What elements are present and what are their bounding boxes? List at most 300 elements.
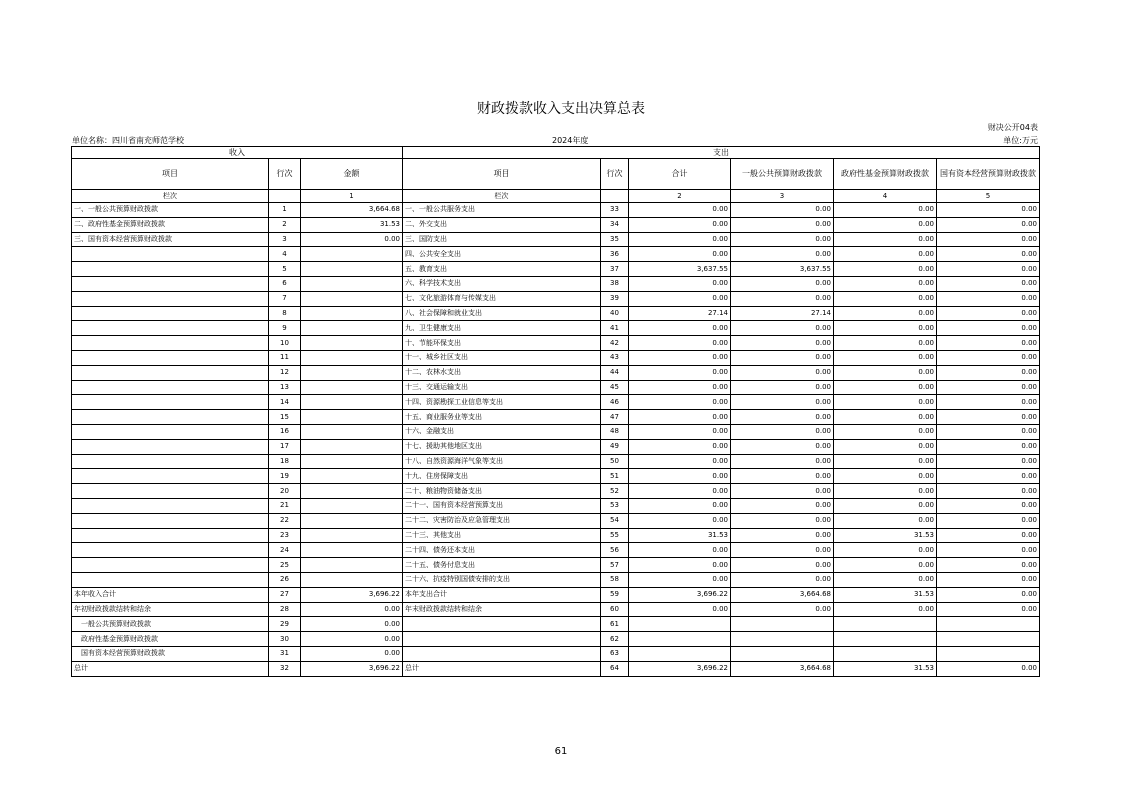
income-amount: 0.00 [301,646,403,661]
income-item [72,291,269,306]
col-index-1: 1 [301,190,403,203]
total-amount: 0.00 [629,365,731,380]
table-row [72,543,1040,558]
total-amount: 0.00 [629,336,731,351]
gov-fund-amount: 0.00 [834,454,937,469]
state-capital-amount: 0.00 [937,587,1040,602]
table-row [72,528,1040,543]
expense-row-number: 56 [601,543,629,558]
expense-item [403,632,601,647]
total-amount: 0.00 [629,513,731,528]
general-budget-amount: 0.00 [731,350,834,365]
expense-row-number: 49 [601,439,629,454]
table-row [72,572,1040,587]
income-item: 总计 [72,661,269,676]
income-row-number: 14 [269,395,301,410]
gov-fund-header: 政府性基金预算财政拨款 [834,159,937,190]
table-row [72,454,1040,469]
gov-fund-amount: 0.00 [834,558,937,573]
expense-item: 十五、商业服务业等支出 [403,410,601,425]
total-amount: 0.00 [629,247,731,262]
total-amount: 3,696.22 [629,661,731,676]
total-amount: 0.00 [629,543,731,558]
expense-section-header: 支出 [403,147,1040,159]
total-amount: 3,637.55 [629,262,731,277]
expense-item: 本年支出合计 [403,587,601,602]
expense-row-number: 37 [601,262,629,277]
general-budget-amount: 3,664.68 [731,661,834,676]
general-budget-amount: 0.00 [731,439,834,454]
state-capital-amount: 0.00 [937,276,1040,291]
income-row-number: 10 [269,336,301,351]
total-amount [629,632,731,647]
income-row-number: 15 [269,410,301,425]
expense-row-number: 45 [601,380,629,395]
expense-row-number: 54 [601,513,629,528]
income-item [72,395,269,410]
total-amount: 0.00 [629,498,731,513]
state-capital-amount: 0.00 [937,350,1040,365]
income-row-number: 32 [269,661,301,676]
expense-row-number: 38 [601,276,629,291]
expense-item: 十八、自然资源海洋气象等支出 [403,454,601,469]
table-row [72,350,1040,365]
general-budget-amount: 0.00 [731,410,834,425]
col-index-2: 2 [629,190,731,203]
income-row-number: 4 [269,247,301,262]
expense-row-number: 39 [601,291,629,306]
state-capital-amount: 0.00 [937,365,1040,380]
expense-item: 十、节能环保支出 [403,336,601,351]
gov-fund-amount: 0.00 [834,424,937,439]
state-capital-amount: 0.00 [937,232,1040,247]
general-budget-amount: 0.00 [731,291,834,306]
table-row [72,410,1040,425]
expense-item: 十四、资源勘探工业信息等支出 [403,395,601,410]
expense-row-number: 50 [601,454,629,469]
table-row [72,424,1040,439]
expense-item: 二十二、灾害防治及应急管理支出 [403,513,601,528]
income-row-number: 18 [269,454,301,469]
income-row-number: 6 [269,276,301,291]
general-budget-amount: 0.00 [731,232,834,247]
general-budget-amount: 3,664.68 [731,587,834,602]
gov-fund-amount: 0.00 [834,350,937,365]
gov-fund-amount [834,617,937,632]
state-capital-amount: 0.00 [937,291,1040,306]
total-amount: 0.00 [629,276,731,291]
general-budget-amount: 0.00 [731,602,834,617]
income-item [72,484,269,499]
table-row [72,276,1040,291]
income-amount [301,528,403,543]
state-capital-amount: 0.00 [937,513,1040,528]
income-item [72,513,269,528]
income-item: 一般公共预算财政拨款 [72,617,269,632]
income-item [72,247,269,262]
total-amount: 31.53 [629,528,731,543]
table-row [72,439,1040,454]
general-budget-amount: 0.00 [731,454,834,469]
income-amount: 31.53 [301,217,403,232]
income-amount: 0.00 [301,232,403,247]
expense-item: 十二、农林水支出 [403,365,601,380]
total-amount: 0.00 [629,454,731,469]
income-amount [301,395,403,410]
state-capital-amount: 0.00 [937,262,1040,277]
unit-name: 单位名称：四川省南充师范学校 [72,136,184,145]
general-budget-amount: 0.00 [731,424,834,439]
general-budget-amount: 0.00 [731,543,834,558]
income-amount [301,247,403,262]
report-year: 2024年度 [552,136,589,145]
expense-row-number: 62 [601,632,629,647]
general-budget-header: 一般公共预算财政拨款 [731,159,834,190]
state-capital-amount: 0.00 [937,602,1040,617]
expense-item [403,646,601,661]
table-row [72,232,1040,247]
gov-fund-amount: 0.00 [834,543,937,558]
income-item [72,439,269,454]
total-amount: 0.00 [629,232,731,247]
expense-row-number: 59 [601,587,629,602]
expense-item: 二十五、债务付息支出 [403,558,601,573]
column-header-row [72,159,1040,190]
income-row-number: 1 [269,203,301,218]
general-budget-amount [731,646,834,661]
income-amount: 3,696.22 [301,661,403,676]
income-amount [301,572,403,587]
income-item: 三、国有资本经营预算财政拨款 [72,232,269,247]
income-row-number: 28 [269,602,301,617]
general-budget-amount: 0.00 [731,276,834,291]
income-item [72,558,269,573]
income-row-number: 16 [269,424,301,439]
table-row [72,469,1040,484]
income-item [72,424,269,439]
expense-row-number: 43 [601,350,629,365]
expense-item: 二十四、债务还本支出 [403,543,601,558]
general-budget-amount: 0.00 [731,217,834,232]
expense-row-number: 35 [601,232,629,247]
income-row-number: 13 [269,380,301,395]
income-row-number: 2 [269,217,301,232]
gov-fund-amount: 0.00 [834,410,937,425]
expense-row-number: 44 [601,365,629,380]
general-budget-amount: 3,637.55 [731,262,834,277]
state-capital-amount: 0.00 [937,410,1040,425]
general-budget-amount: 0.00 [731,484,834,499]
gov-fund-amount: 0.00 [834,365,937,380]
income-row-number: 24 [269,543,301,558]
expense-item [403,617,601,632]
income-item [72,262,269,277]
income-amount [301,439,403,454]
expense-item: 八、社会保障和就业支出 [403,306,601,321]
income-amount [301,262,403,277]
expense-row-number: 33 [601,203,629,218]
income-row-number: 5 [269,262,301,277]
total-header: 合计 [629,159,731,190]
general-budget-amount: 27.14 [731,306,834,321]
income-amount: 3,696.22 [301,587,403,602]
gov-fund-amount: 0.00 [834,469,937,484]
table-row [72,587,1040,602]
general-budget-amount [731,617,834,632]
total-amount: 0.00 [629,395,731,410]
state-capital-amount: 0.00 [937,439,1040,454]
table-row [72,484,1040,499]
state-capital-amount [937,617,1040,632]
page-number: 61 [554,746,568,757]
gov-fund-amount: 0.00 [834,439,937,454]
income-item [72,365,269,380]
expense-item: 七、文化旅游体育与传媒支出 [403,291,601,306]
expense-row-number: 46 [601,395,629,410]
income-item-header: 项目 [72,159,269,190]
gov-fund-amount: 31.53 [834,587,937,602]
state-capital-amount: 0.00 [937,498,1040,513]
expense-row-number: 63 [601,646,629,661]
gov-fund-amount [834,632,937,647]
state-capital-amount: 0.00 [937,572,1040,587]
income-amount [301,484,403,499]
income-amount [301,498,403,513]
income-row-number: 29 [269,617,301,632]
general-budget-amount: 0.00 [731,203,834,218]
expense-item: 二、外交支出 [403,217,601,232]
total-amount: 0.00 [629,291,731,306]
income-item [72,454,269,469]
expense-item: 十七、援助其他地区支出 [403,439,601,454]
state-capital-amount: 0.00 [937,306,1040,321]
income-item [72,350,269,365]
gov-fund-amount: 0.00 [834,602,937,617]
gov-fund-amount: 0.00 [834,336,937,351]
report-title: 财政拨款收入支出决算总表 [477,101,645,117]
table-row [72,203,1040,218]
gov-fund-amount: 0.00 [834,484,937,499]
total-amount: 0.00 [629,572,731,587]
income-amount [301,424,403,439]
income-amount: 0.00 [301,602,403,617]
expense-item: 一、一般公共服务支出 [403,203,601,218]
expense-item: 九、卫生健康支出 [403,321,601,336]
expense-item: 二十六、抗疫特别国债安排的支出 [403,572,601,587]
income-item [72,469,269,484]
table-row [72,247,1040,262]
total-amount: 0.00 [629,602,731,617]
expense-row-number: 48 [601,424,629,439]
gov-fund-amount: 0.00 [834,380,937,395]
income-col-label: 栏次 [72,190,269,203]
general-budget-amount: 0.00 [731,380,834,395]
state-capital-amount [937,632,1040,647]
state-capital-amount: 0.00 [937,203,1040,218]
income-item [72,528,269,543]
total-amount: 0.00 [629,424,731,439]
gov-fund-amount: 0.00 [834,513,937,528]
total-amount: 0.00 [629,469,731,484]
income-row-number: 12 [269,365,301,380]
expense-row-number: 60 [601,602,629,617]
section-header-row [72,147,1040,159]
table-row [72,602,1040,617]
general-budget-amount: 0.00 [731,365,834,380]
income-row-number: 26 [269,572,301,587]
income-item [72,306,269,321]
table-row [72,291,1040,306]
income-item [72,498,269,513]
income-amount [301,380,403,395]
general-budget-amount: 0.00 [731,558,834,573]
income-amount [301,321,403,336]
income-item [72,276,269,291]
income-amount: 3,664.68 [301,203,403,218]
total-amount [629,646,731,661]
income-amount [301,365,403,380]
income-amount [301,291,403,306]
general-budget-amount: 0.00 [731,572,834,587]
income-amount [301,410,403,425]
total-amount: 0.00 [629,203,731,218]
general-budget-amount: 0.00 [731,247,834,262]
income-amount: 0.00 [301,632,403,647]
income-rowno-index [269,190,301,203]
income-amount [301,513,403,528]
total-amount: 0.00 [629,410,731,425]
income-row-number: 22 [269,513,301,528]
form-number: 财决公开04表 [987,123,1038,132]
state-capital-amount [937,646,1040,661]
gov-fund-amount: 31.53 [834,661,937,676]
income-amount [301,543,403,558]
income-row-number: 7 [269,291,301,306]
state-capital-amount: 0.00 [937,558,1040,573]
col-index-4: 4 [834,190,937,203]
expense-row-number: 58 [601,572,629,587]
state-capital-amount: 0.00 [937,395,1040,410]
table-row [72,336,1040,351]
table-row [72,262,1040,277]
gov-fund-amount: 0.00 [834,572,937,587]
total-amount: 0.00 [629,439,731,454]
income-item: 一、一般公共预算财政拨款 [72,203,269,218]
gov-fund-amount: 0.00 [834,232,937,247]
table-row [72,558,1040,573]
income-row-number: 19 [269,469,301,484]
total-amount: 0.00 [629,558,731,573]
table-row [72,513,1040,528]
col-index-5: 5 [937,190,1040,203]
currency-unit: 单位:万元 [1003,136,1038,145]
income-item: 本年收入合计 [72,587,269,602]
income-rowno-header: 行次 [269,159,301,190]
income-row-number: 31 [269,646,301,661]
expense-row-number: 40 [601,306,629,321]
state-capital-amount: 0.00 [937,543,1040,558]
gov-fund-amount: 0.00 [834,217,937,232]
income-amount [301,276,403,291]
expense-item: 十六、金融支出 [403,424,601,439]
income-item: 政府性基金预算财政拨款 [72,632,269,647]
table-row [72,498,1040,513]
col-index-3: 3 [731,190,834,203]
income-row-number: 3 [269,232,301,247]
expense-rowno-index [601,190,629,203]
total-amount: 27.14 [629,306,731,321]
income-row-number: 21 [269,498,301,513]
total-amount: 0.00 [629,484,731,499]
general-budget-amount: 0.00 [731,336,834,351]
general-budget-amount: 0.00 [731,513,834,528]
expense-row-number: 52 [601,484,629,499]
general-budget-amount: 0.00 [731,498,834,513]
expense-item-header: 项目 [403,159,601,190]
expense-row-number: 41 [601,321,629,336]
income-section-header: 收入 [72,147,403,159]
income-row-number: 9 [269,321,301,336]
income-amount [301,350,403,365]
state-capital-amount: 0.00 [937,469,1040,484]
state-capital-amount: 0.00 [937,424,1040,439]
expense-row-number: 34 [601,217,629,232]
income-item: 年初财政拨款结转和结余 [72,602,269,617]
income-item [72,380,269,395]
expense-row-number: 61 [601,617,629,632]
income-item: 国有资本经营预算财政拨款 [72,646,269,661]
state-capital-amount: 0.00 [937,454,1040,469]
expense-row-number: 42 [601,336,629,351]
expense-item: 二十、粮油物资储备支出 [403,484,601,499]
expense-item: 十一、城乡社区支出 [403,350,601,365]
expense-item: 二十三、其他支出 [403,528,601,543]
income-amount-header: 金额 [301,159,403,190]
expense-item: 十三、交通运输支出 [403,380,601,395]
income-amount [301,336,403,351]
income-row-number: 17 [269,439,301,454]
general-budget-amount: 0.00 [731,528,834,543]
state-capital-amount: 0.00 [937,247,1040,262]
table-row [72,380,1040,395]
expense-item: 总计 [403,661,601,676]
expense-row-number: 55 [601,528,629,543]
state-capital-header: 国有资本经营预算财政拨款 [937,159,1040,190]
state-capital-amount: 0.00 [937,528,1040,543]
gov-fund-amount: 0.00 [834,262,937,277]
state-capital-amount: 0.00 [937,321,1040,336]
expense-row-number: 51 [601,469,629,484]
gov-fund-amount: 0.00 [834,321,937,336]
expense-col-label: 栏次 [403,190,601,203]
income-row-number: 27 [269,587,301,602]
income-row-number: 11 [269,350,301,365]
gov-fund-amount: 0.00 [834,498,937,513]
state-capital-amount: 0.00 [937,217,1040,232]
income-item [72,410,269,425]
expense-rowno-header: 行次 [601,159,629,190]
income-amount [301,306,403,321]
table-row [72,217,1040,232]
general-budget-amount: 0.00 [731,395,834,410]
total-amount [629,617,731,632]
expense-item: 十九、住房保障支出 [403,469,601,484]
table-row [72,306,1040,321]
expense-item: 年末财政拨款结转和结余 [403,602,601,617]
gov-fund-amount: 0.00 [834,306,937,321]
income-amount: 0.00 [301,617,403,632]
expense-item: 六、科学技术支出 [403,276,601,291]
